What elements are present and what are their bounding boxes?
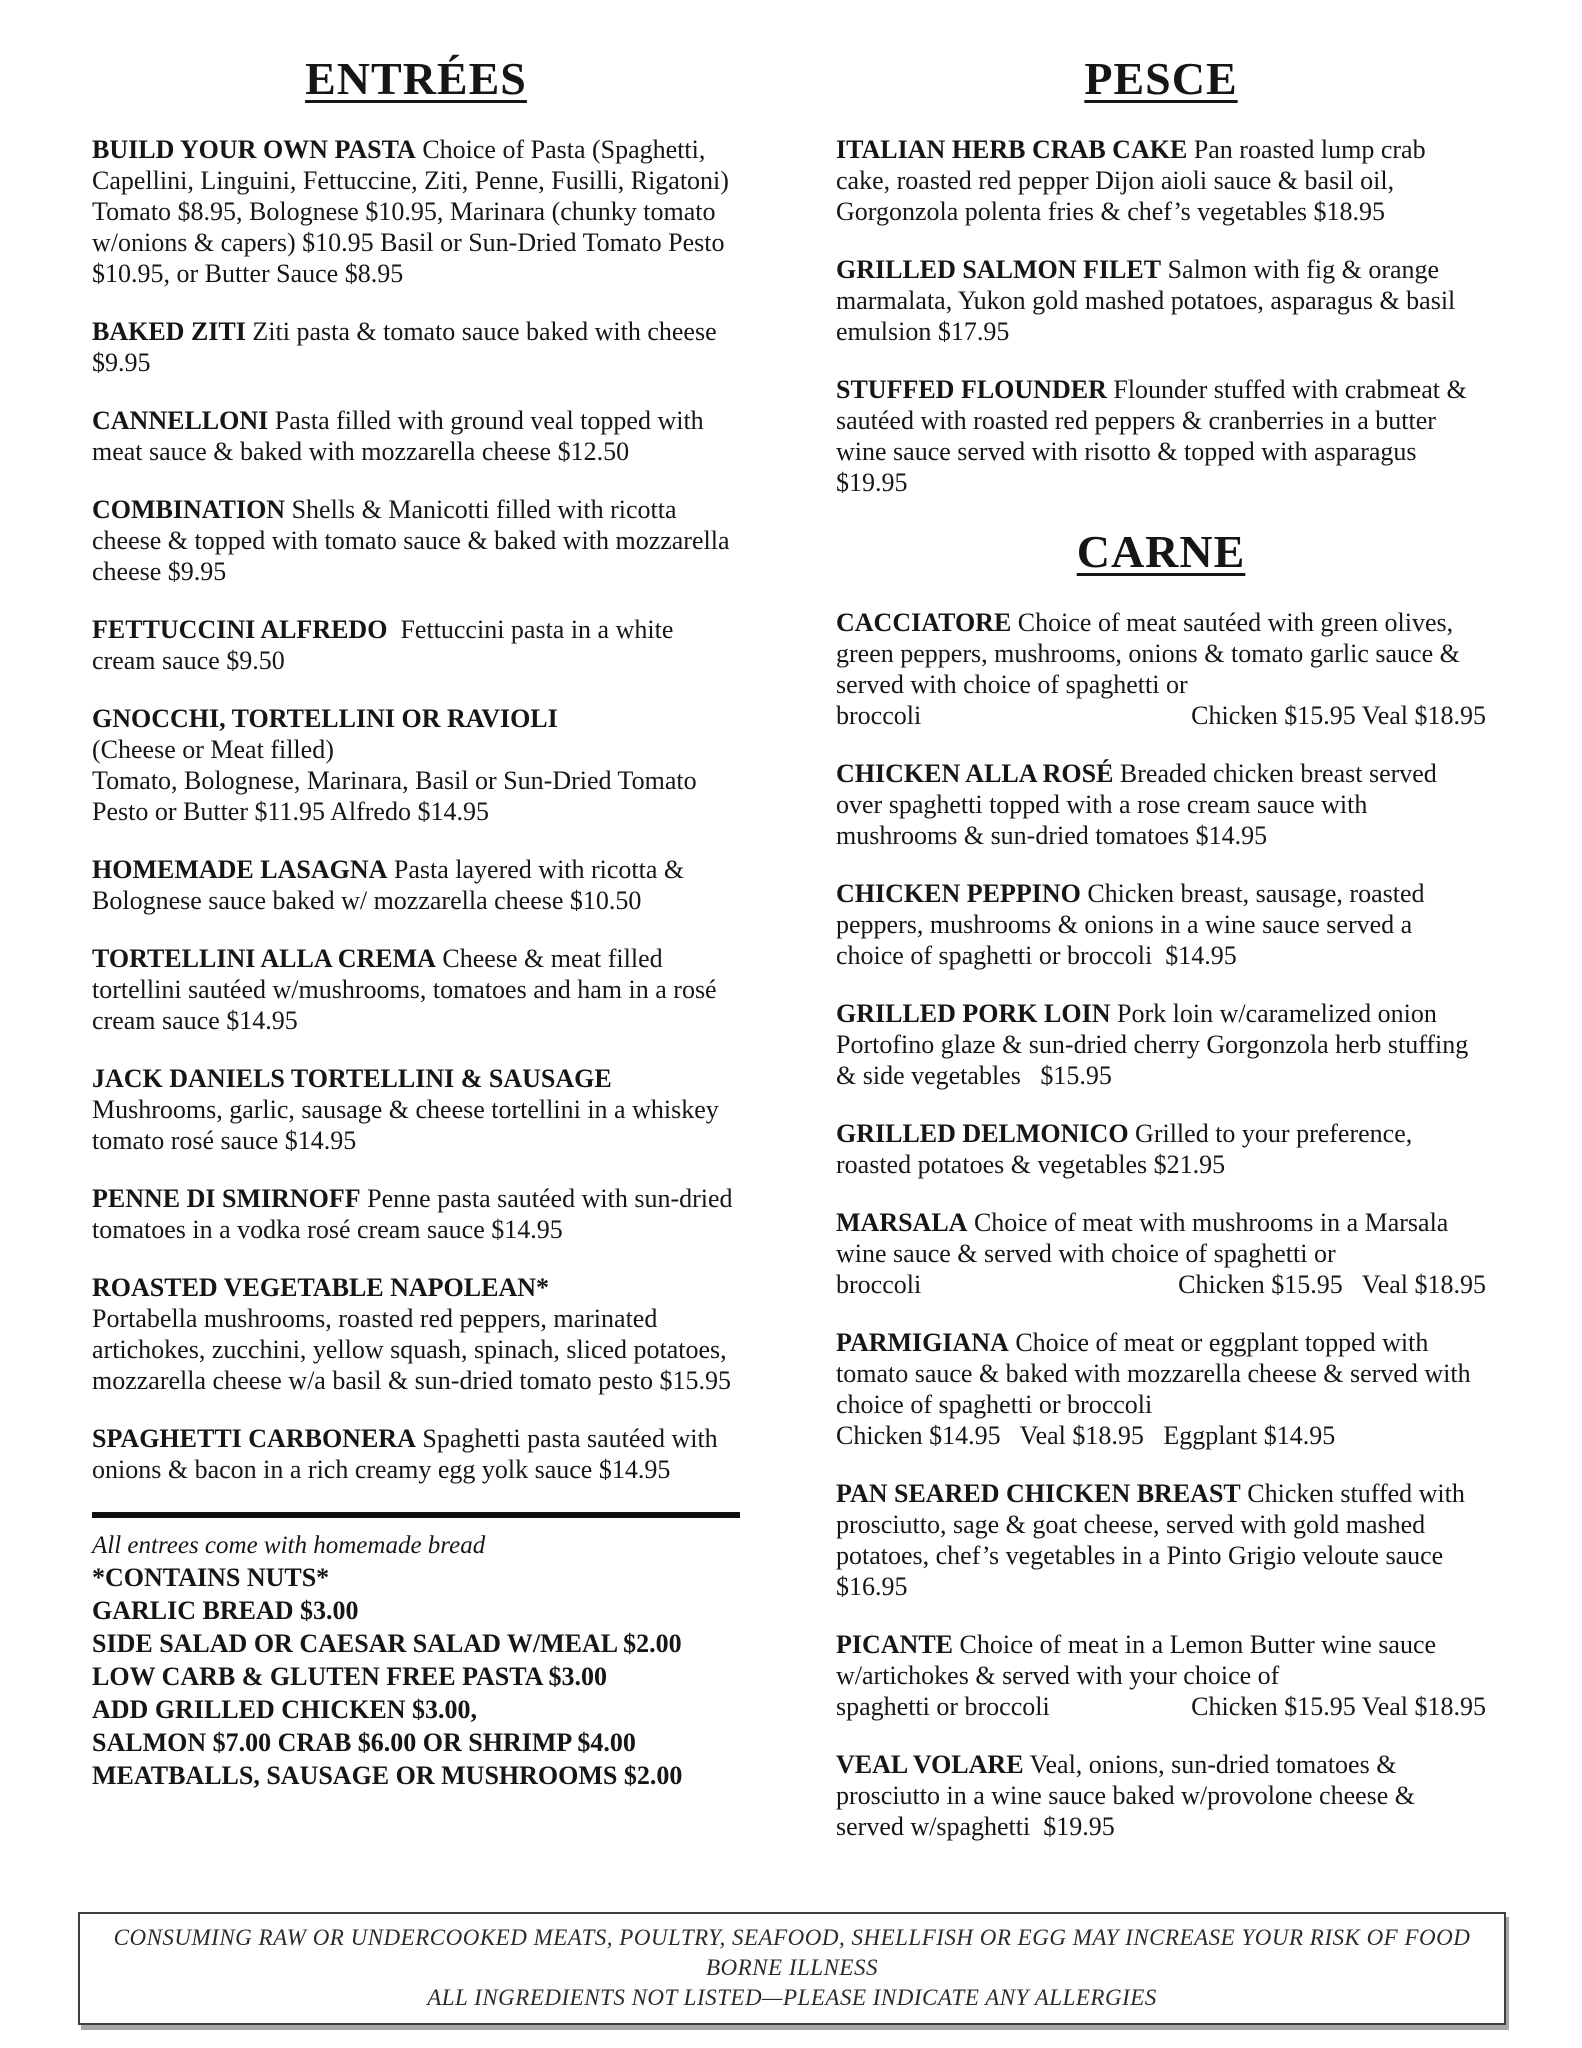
item-name: SPAGHETTI CARBONERA	[92, 1424, 416, 1453]
menu-item-baked-ziti	[92, 316, 740, 378]
menu-item-cacciatore	[836, 607, 1486, 731]
menu-item-stuffed-flounder	[836, 374, 1486, 498]
item-name: STUFFED FLOUNDER	[836, 375, 1107, 404]
item-desc: Pan roasted lump crab cake, roasted red pepper Dijon aioli sauce & basil oil, Gorgonzola polenta fries & chef’s vegetables $18.95	[836, 135, 1433, 226]
menu-item-cannelloni	[92, 405, 740, 467]
item-name: HOMEMADE LASAGNA	[92, 855, 388, 884]
item-desc: Flounder stuffed with crabmeat & sautéed with roasted red peppers & cranberries in a butter wine sauce served with risotto & topped with asparagus $19.95	[836, 375, 1474, 497]
item-name: GRILLED PORK LOIN	[836, 999, 1111, 1028]
disclaimer-line-1: CONSUMING RAW OR UNDERCOOKED MEATS, POULTRY, SEAFOOD, SHELLFISH OR EGG MAY INCREASE YOUR RISK OF FOOD BORNE ILLNESS	[113, 1925, 1471, 1980]
menu-item-fettuccini-alfredo	[92, 614, 740, 676]
menu-item-jack-daniels-tortellini	[92, 1063, 740, 1156]
item-desc: Choice of meat with mushrooms in a Marsala wine sauce & served with choice of spaghetti or	[836, 1208, 1455, 1268]
item-prices: Chicken $15.95 Veal $18.95	[1191, 701, 1486, 730]
item-desc: Chicken stuffed with prosciutto, sage & goat cheese, served with gold mashed potatoes, chef’s vegetables in a Pinto Grigio veloute sauce $16.95	[836, 1479, 1472, 1601]
menu-item-spaghetti-carbonera	[92, 1423, 740, 1485]
item-name: CHICKEN ALLA ROSÉ	[836, 759, 1114, 788]
item-name: CACCIATORE	[836, 608, 1012, 637]
item-name: PARMIGIANA	[836, 1328, 1009, 1357]
price-row	[836, 1269, 1486, 1300]
menu-item-gnocchi-tortellini-ravioli	[92, 703, 740, 827]
menu-item-veal-volare	[836, 1749, 1486, 1842]
disclaimer-box	[78, 1912, 1506, 2025]
item-desc: Penne pasta sautéed with sun-dried tomatoes in a vodka rosé cream sauce $14.95	[92, 1184, 740, 1244]
item-name: JACK DANIELS TORTELLINI & SAUSAGE	[92, 1064, 612, 1093]
entrees-note-side-salad: SIDE SALAD OR CAESAR SALAD W/MEAL $2.00	[92, 1629, 682, 1658]
price-row	[836, 700, 1486, 731]
item-desc: Shells & Manicotti filled with ricotta cheese & topped with tomato sauce & baked with mozzarella cheese $9.95	[92, 495, 736, 586]
menu-item-grilled-delmonico	[836, 1118, 1486, 1180]
item-desc-tail: broccoli	[836, 701, 922, 730]
item-desc: Choice of meat sautéed with green olives, green peppers, mushrooms, onions & tomato garlic sauce & served with choice of spaghetti or	[836, 608, 1467, 699]
item-name: BUILD YOUR OWN PASTA	[92, 135, 416, 164]
menu-item-parmigiana	[836, 1327, 1486, 1451]
menu-item-marsala	[836, 1207, 1486, 1300]
menu-item-build-your-own-pasta	[92, 134, 740, 289]
item-desc: Fettuccini pasta in a white cream sauce $9.50	[92, 615, 680, 675]
menu-item-italian-herb-crab-cake	[836, 134, 1486, 227]
item-desc: Breaded chicken breast served over spaghetti topped with a rose cream sauce with mushrooms & sun-dried tomatoes $14.95	[836, 759, 1444, 850]
item-name: CANNELLONI	[92, 406, 269, 435]
divider-line	[92, 1512, 740, 1518]
item-desc: Pork loin w/caramelized onion Portofino glaze & sun-dried cherry Gorgonzola herb stuffing & side vegetables $15.95	[836, 999, 1475, 1090]
entrees-note-garlic-bread: GARLIC BREAD $3.00	[92, 1596, 359, 1625]
item-desc: Mushrooms, garlic, sausage & cheese tortellini in a whiskey tomato rosé sauce $14.95	[92, 1095, 726, 1155]
item-name: TORTELLINI ALLA CREMA	[92, 944, 436, 973]
item-name: ROASTED VEGETABLE NAPOLEAN*	[92, 1273, 550, 1302]
menu-item-homemade-lasagna	[92, 854, 740, 916]
item-name: PAN SEARED CHICKEN BREAST	[836, 1479, 1241, 1508]
item-desc: Pasta filled with ground veal topped with meat sauce & baked with mozzarella cheese $12.50	[92, 406, 711, 466]
pesce-carne-column	[836, 52, 1486, 1869]
item-desc: Grilled to your preference, roasted potatoes & vegetables $21.95	[836, 1119, 1419, 1179]
item-desc: Spaghetti pasta sautéed with onions & bacon in a rich creamy egg yolk sauce $14.95	[92, 1424, 725, 1484]
item-desc: Chicken breast, sausage, roasted peppers, mushrooms & onions in a wine sauce served a choice of spaghetti or broccoli $14.95	[836, 879, 1432, 970]
menu-item-grilled-pork-loin	[836, 998, 1486, 1091]
item-name: VEAL VOLARE	[836, 1750, 1024, 1779]
item-desc: Portabella mushrooms, roasted red peppers, marinated artichokes, zucchini, yellow squash, spinach, sliced potatoes, mozzarella cheese w/a basil & sun-dried tomato pesto $15.95	[92, 1304, 734, 1395]
item-desc: Salmon with fig & orange marmalata, Yukon gold mashed potatoes, asparagus & basil emulsion $17.95	[836, 255, 1462, 346]
menu-item-grilled-salmon-filet	[836, 254, 1486, 347]
disclaimer-line-2: ALL INGREDIENTS NOT LISTED—PLEASE INDICATE ANY ALLERGIES	[427, 1985, 1157, 2010]
item-desc-tail: spaghetti or broccoli	[836, 1692, 1050, 1721]
item-subtitle: (Cheese or Meat filled)	[92, 735, 334, 764]
item-desc: Choice of meat in a Lemon Butter wine sauce w/artichokes & served with your choice of	[836, 1630, 1443, 1690]
item-desc: Ziti pasta & tomato sauce baked with cheese $9.95	[92, 317, 724, 377]
item-desc-tail: broccoli	[836, 1270, 922, 1299]
menu-item-tortellini-alla-crema	[92, 943, 740, 1036]
menu-item-chicken-alla-rose	[836, 758, 1486, 851]
item-desc: Tomato, Bolognese, Marinara, Basil or Sun-Dried Tomato Pesto or Butter $11.95 Alfredo $14.95	[92, 766, 704, 826]
item-name: CHICKEN PEPPINO	[836, 879, 1081, 908]
item-prices: Chicken $15.95 Veal $18.95	[1178, 1270, 1486, 1299]
menu-item-roasted-vegetable-napolean	[92, 1272, 740, 1396]
entrees-note-low-carb: LOW CARB & GLUTEN FREE PASTA $3.00	[92, 1662, 608, 1691]
price-row	[836, 1691, 1486, 1722]
entrees-note-salmon-crab-shrimp: SALMON $7.00 CRAB $6.00 OR SHRIMP $4.00	[92, 1728, 636, 1757]
item-name: GRILLED DELMONICO	[836, 1119, 1129, 1148]
item-prices: Chicken $15.95 Veal $18.95	[1191, 1692, 1486, 1721]
entrees-note-meatballs: MEATBALLS, SAUSAGE OR MUSHROOMS $2.00	[92, 1761, 683, 1790]
item-desc: Pasta layered with ricotta & Bolognese sauce baked w/ mozzarella cheese $10.50	[92, 855, 691, 915]
menu-item-picante	[836, 1629, 1486, 1722]
item-prices: Chicken $14.95 Veal $18.95 Eggplant $14.95	[836, 1421, 1336, 1450]
item-desc: Veal, onions, sun-dried tomatoes & prosciutto in a wine sauce baked w/provolone cheese & served w/spaghetti $19.95	[836, 1750, 1422, 1841]
item-desc: Choice of meat or eggplant topped with tomato sauce & baked with mozzarella cheese & served with choice of spaghetti or broccoli	[836, 1328, 1478, 1419]
item-name: GRILLED SALMON FILET	[836, 255, 1162, 284]
entrees-note-bread: All entrees come with homemade bread	[92, 1532, 486, 1559]
menu-item-combination	[92, 494, 740, 587]
item-desc: Cheese & meat filled tortellini sautéed w/mushrooms, tomatoes and ham in a rosé cream sauce $14.95	[92, 944, 724, 1035]
item-name: GNOCCHI, TORTELLINI OR RAVIOLI	[92, 704, 558, 733]
entrees-column	[92, 52, 740, 1792]
item-name: PENNE DI SMIRNOFF	[92, 1184, 361, 1213]
item-name: COMBINATION	[92, 495, 286, 524]
menu-item-pan-seared-chicken-breast	[836, 1478, 1486, 1602]
item-name: PICANTE	[836, 1630, 954, 1659]
entrees-note-add-chicken: ADD GRILLED CHICKEN $3.00,	[92, 1695, 477, 1724]
section-title-pesce: PESCE	[1084, 53, 1238, 104]
item-name: MARSALA	[836, 1208, 968, 1237]
item-name: FETTUCCINI ALFREDO	[92, 615, 388, 644]
section-title-entrees: ENTRÉES	[305, 53, 527, 104]
entrees-note-contains-nuts: *CONTAINS NUTS*	[92, 1563, 330, 1592]
item-name: BAKED ZITI	[92, 317, 246, 346]
item-desc: Choice of Pasta (Spaghetti, Capellini, Linguini, Fettuccine, Ziti, Penne, Fusilli, Rigatoni) Tomato $8.95, Bolognese $10.95, Marinara (chunky tomato w/onions & capers) $10.95 Basil or Sun-Dried Tomato Pesto $10.95, or Butter Sauce $8.95	[92, 135, 735, 288]
menu-item-chicken-peppino	[836, 878, 1486, 971]
menu-item-penne-di-smirnoff	[92, 1183, 740, 1245]
item-name: ITALIAN HERB CRAB CAKE	[836, 135, 1188, 164]
section-title-carne: CARNE	[1076, 526, 1246, 577]
